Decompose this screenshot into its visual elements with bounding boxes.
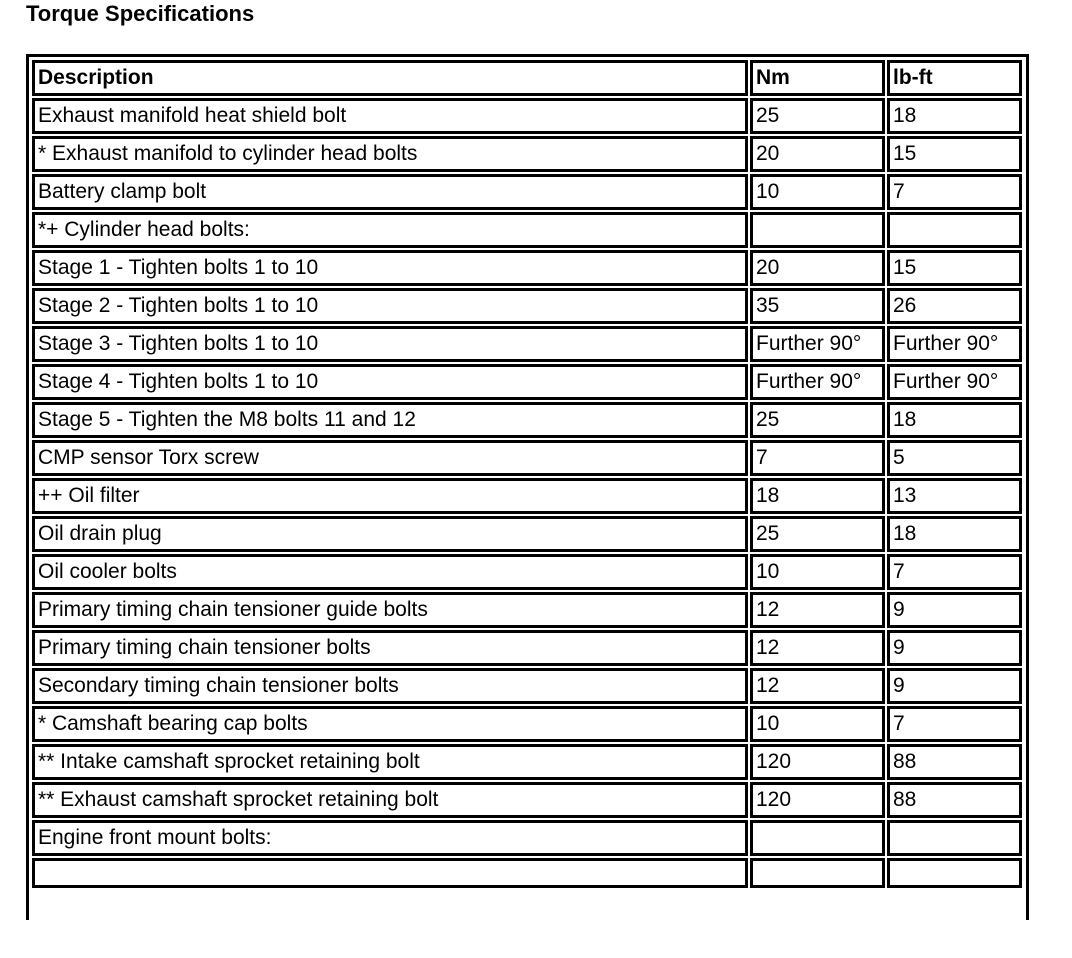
torque-spec-table bbox=[30, 58, 1024, 890]
cell-nm: 120 bbox=[750, 744, 885, 780]
cell-lbft: 9 bbox=[887, 630, 1022, 666]
cell-nm: 12 bbox=[750, 592, 885, 628]
cell-nm: 18 bbox=[750, 478, 885, 514]
cell-lbft: 15 bbox=[887, 136, 1022, 172]
cell-nm: 20 bbox=[750, 136, 885, 172]
table-row bbox=[32, 364, 1022, 400]
cell-nm: 10 bbox=[750, 174, 885, 210]
cell-nm: 20 bbox=[750, 250, 885, 286]
cell-lbft bbox=[887, 212, 1022, 248]
table-row bbox=[32, 782, 1022, 818]
cell-description: Stage 2 - Tighten bolts 1 to 10 bbox=[32, 288, 748, 324]
cell-description: Primary timing chain tensioner guide bolts bbox=[32, 592, 748, 628]
cell-nm: 12 bbox=[750, 668, 885, 704]
cell-description: *+ Cylinder head bolts: bbox=[32, 212, 748, 248]
cell-description: Stage 4 - Tighten bolts 1 to 10 bbox=[32, 364, 748, 400]
cell-lbft bbox=[887, 820, 1022, 856]
cell-lbft: Further 90° bbox=[887, 364, 1022, 400]
torque-spec-table-container bbox=[26, 54, 1029, 920]
cell-lbft: 18 bbox=[887, 402, 1022, 438]
table-row bbox=[32, 136, 1022, 172]
cell-description: Stage 5 - Tighten the M8 bolts 11 and 12 bbox=[32, 402, 748, 438]
cell-nm: 10 bbox=[750, 706, 885, 742]
cell-lbft: 26 bbox=[887, 288, 1022, 324]
cell-nm bbox=[750, 858, 885, 888]
cell-description: * Camshaft bearing cap bolts bbox=[32, 706, 748, 742]
cell-lbft: 7 bbox=[887, 554, 1022, 590]
cell-lbft: Further 90° bbox=[887, 326, 1022, 362]
table-header-row bbox=[32, 60, 1022, 96]
cell-description: Secondary timing chain tensioner bolts bbox=[32, 668, 748, 704]
cell-nm: Further 90° bbox=[750, 326, 885, 362]
cell-nm bbox=[750, 212, 885, 248]
cell-nm: Further 90° bbox=[750, 364, 885, 400]
table-row bbox=[32, 98, 1022, 134]
cell-lbft: 7 bbox=[887, 174, 1022, 210]
cell-lbft: 88 bbox=[887, 744, 1022, 780]
cell-nm: 25 bbox=[750, 402, 885, 438]
cell-description: Exhaust manifold heat shield bolt bbox=[32, 98, 748, 134]
cell-lbft: 9 bbox=[887, 592, 1022, 628]
cell-lbft: 15 bbox=[887, 250, 1022, 286]
cell-description: Oil cooler bolts bbox=[32, 554, 748, 590]
table-row bbox=[32, 288, 1022, 324]
header-description: Description bbox=[32, 60, 748, 96]
table-row bbox=[32, 326, 1022, 362]
page-title: Torque Specifications bbox=[26, 1, 255, 26]
cell-lbft: 88 bbox=[887, 782, 1022, 818]
cell-description: Oil drain plug bbox=[32, 516, 748, 552]
table-row bbox=[32, 440, 1022, 476]
cell-lbft: 5 bbox=[887, 440, 1022, 476]
table-row bbox=[32, 174, 1022, 210]
cell-lbft: 7 bbox=[887, 706, 1022, 742]
cell-lbft bbox=[887, 858, 1022, 888]
cell-description: Battery clamp bolt bbox=[32, 174, 748, 210]
cell-lbft: 9 bbox=[887, 668, 1022, 704]
cell-description: Primary timing chain tensioner bolts bbox=[32, 630, 748, 666]
cell-description: ++ Oil filter bbox=[32, 478, 748, 514]
header-lbft: lb-ft bbox=[887, 60, 1022, 96]
cell-nm: 25 bbox=[750, 516, 885, 552]
cell-description: Stage 3 - Tighten bolts 1 to 10 bbox=[32, 326, 748, 362]
table-row bbox=[32, 402, 1022, 438]
table-row-partial bbox=[32, 858, 1022, 888]
table-row bbox=[32, 668, 1022, 704]
cell-lbft: 18 bbox=[887, 98, 1022, 134]
cell-nm: 35 bbox=[750, 288, 885, 324]
cell-description: Stage 1 - Tighten bolts 1 to 10 bbox=[32, 250, 748, 286]
table-row bbox=[32, 592, 1022, 628]
table-row bbox=[32, 554, 1022, 590]
table-row bbox=[32, 250, 1022, 286]
table-row bbox=[32, 516, 1022, 552]
cell-description: Engine front mount bolts: bbox=[32, 820, 748, 856]
cell-lbft: 18 bbox=[887, 516, 1022, 552]
cell-nm: 7 bbox=[750, 440, 885, 476]
table-row bbox=[32, 212, 1022, 248]
cell-nm: 10 bbox=[750, 554, 885, 590]
table-row bbox=[32, 478, 1022, 514]
table-row bbox=[32, 706, 1022, 742]
cell-description: * Exhaust manifold to cylinder head bolts bbox=[32, 136, 748, 172]
cell-description: ** Intake camshaft sprocket retaining bolt bbox=[32, 744, 748, 780]
table-row bbox=[32, 630, 1022, 666]
cell-description bbox=[32, 858, 748, 888]
cell-description: CMP sensor Torx screw bbox=[32, 440, 748, 476]
cell-nm: 120 bbox=[750, 782, 885, 818]
table-row bbox=[32, 744, 1022, 780]
cell-nm: 12 bbox=[750, 630, 885, 666]
cell-nm bbox=[750, 820, 885, 856]
cell-lbft: 13 bbox=[887, 478, 1022, 514]
table-row bbox=[32, 820, 1022, 856]
cell-nm: 25 bbox=[750, 98, 885, 134]
cell-description: ** Exhaust camshaft sprocket retaining bolt bbox=[32, 782, 748, 818]
header-nm: Nm bbox=[750, 60, 885, 96]
